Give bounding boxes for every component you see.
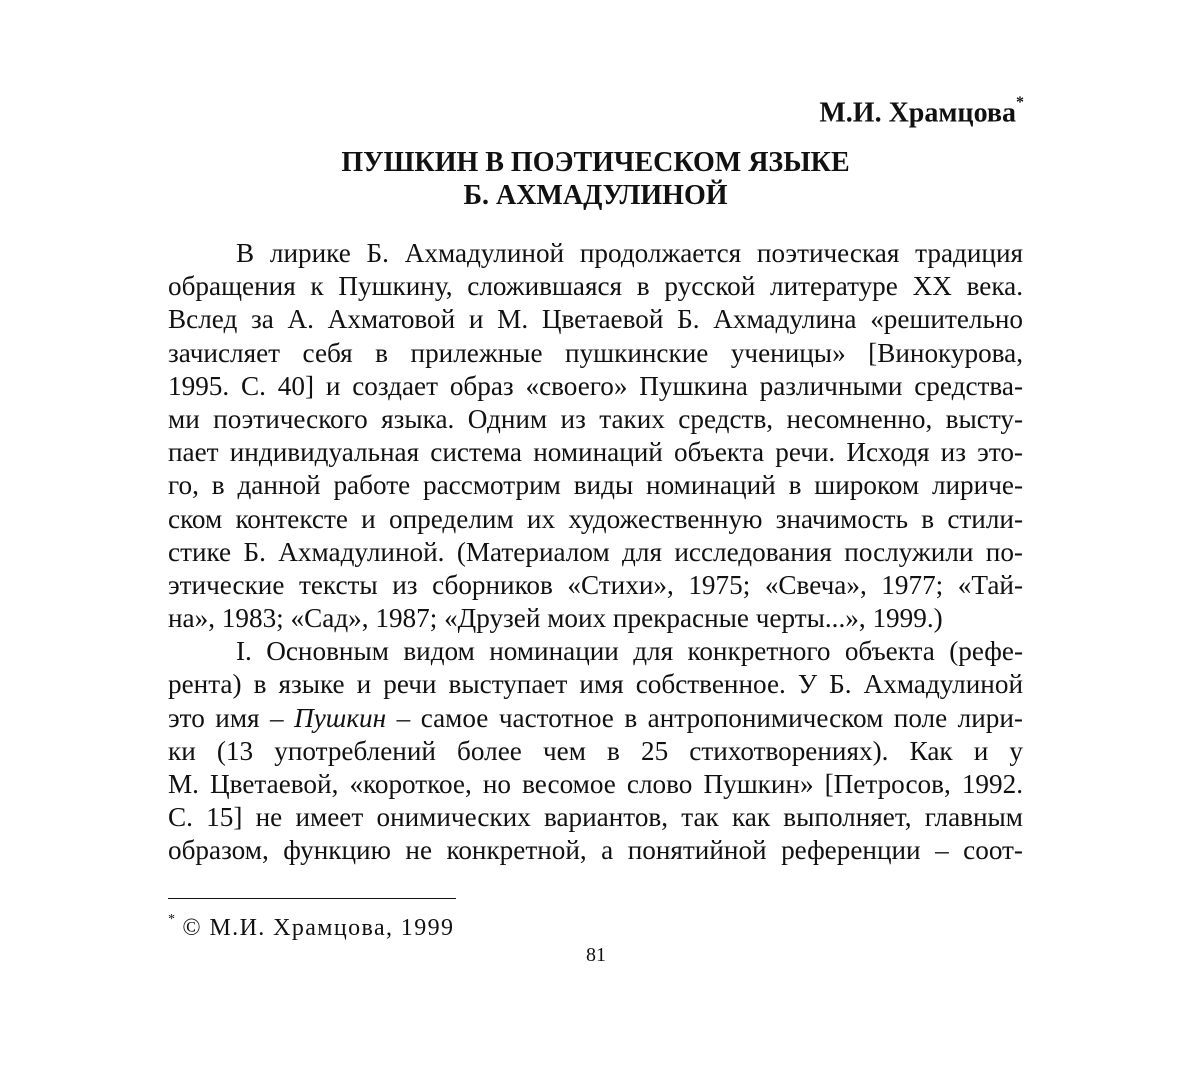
body-line: ми поэтического языка. Одним из таких средств, несомненно, высту- [168, 403, 1023, 434]
body-line: го, в данной работе рассмотрим виды номинаций в широком лириче- [168, 470, 1023, 501]
body-text-segment: это имя – [168, 702, 295, 733]
article-body [168, 237, 1023, 868]
body-line: С. 15] не имеет онимических вариантов, так как выполняет, главным [168, 802, 1023, 833]
title-line-1: ПУШКИН В ПОЭТИЧЕСКОМ ЯЗЫКЕ [341, 147, 850, 178]
body-line: образом, функцию не конкретной, а понятийной референции – соот- [168, 835, 1023, 866]
body-line: ки (13 употреблений более чем в 25 стихотворениях). Как и у [168, 735, 1023, 766]
body-text-segment: – самое частотное в антропонимическом поле лири- [386, 702, 1023, 733]
author-name-text: М.И. Храмцова [819, 97, 1016, 129]
body-line: на», 1983; «Сад», 1987; «Друзей моих прекрасные черты...», 1999.) [168, 603, 943, 634]
author-name [819, 90, 1024, 130]
author-footnote-mark: * [1016, 94, 1024, 111]
body-line: этические тексты из сборников «Стихи», 1975; «Свеча», 1977; «Тай- [168, 569, 1023, 600]
footnote-mark: * [168, 912, 177, 927]
body-line-with-italic [168, 702, 1023, 735]
title-line-2: Б. АХМАДУЛИНОЙ [463, 180, 728, 211]
footnote-text: © М.И. Храмцова, 1999 [182, 915, 455, 941]
body-line: зачисляет себя в прилежные пушкинские ученицы» [Винокурова, [168, 337, 1023, 368]
footnote [168, 908, 454, 943]
footnote-separator [168, 898, 456, 899]
body-line: Вслед за А. Ахматовой и М. Цветаевой Б. Ахмадулина «решительно [168, 304, 1023, 335]
page-number: 81 [586, 944, 606, 966]
article-title [168, 146, 1023, 212]
body-line: 1995. С. 40] и создает образ «своего» Пушкина различными средства- [168, 370, 1023, 401]
italic-name-pushkin: Пушкин [294, 702, 387, 733]
body-line: пает индивидуальная система номинаций объекта речи. Исходя из это- [168, 437, 1023, 468]
body-line: ском контексте и определим их художественную значимость в стили- [168, 503, 1023, 534]
body-line: стике Б. Ахмадулиной. (Материалом для исследования послужили по- [168, 536, 1023, 567]
body-line: В лирике Б. Ахмадулиной продолжается поэтическая традиция [236, 238, 1023, 268]
body-line: рента) в языке и речи выступает имя собственное. У Б. Ахмадулиной [168, 669, 1023, 700]
body-line: М. Цветаевой, «короткое, но весомое слово Пушкин» [Петросов, 1992. [168, 769, 1023, 799]
body-line: I. Основным видом номинации для конкретного объекта (рефе- [236, 636, 1023, 667]
body-line: обращения к Пушкину, сложившаяся в русской литературе XX века. [168, 271, 1023, 302]
